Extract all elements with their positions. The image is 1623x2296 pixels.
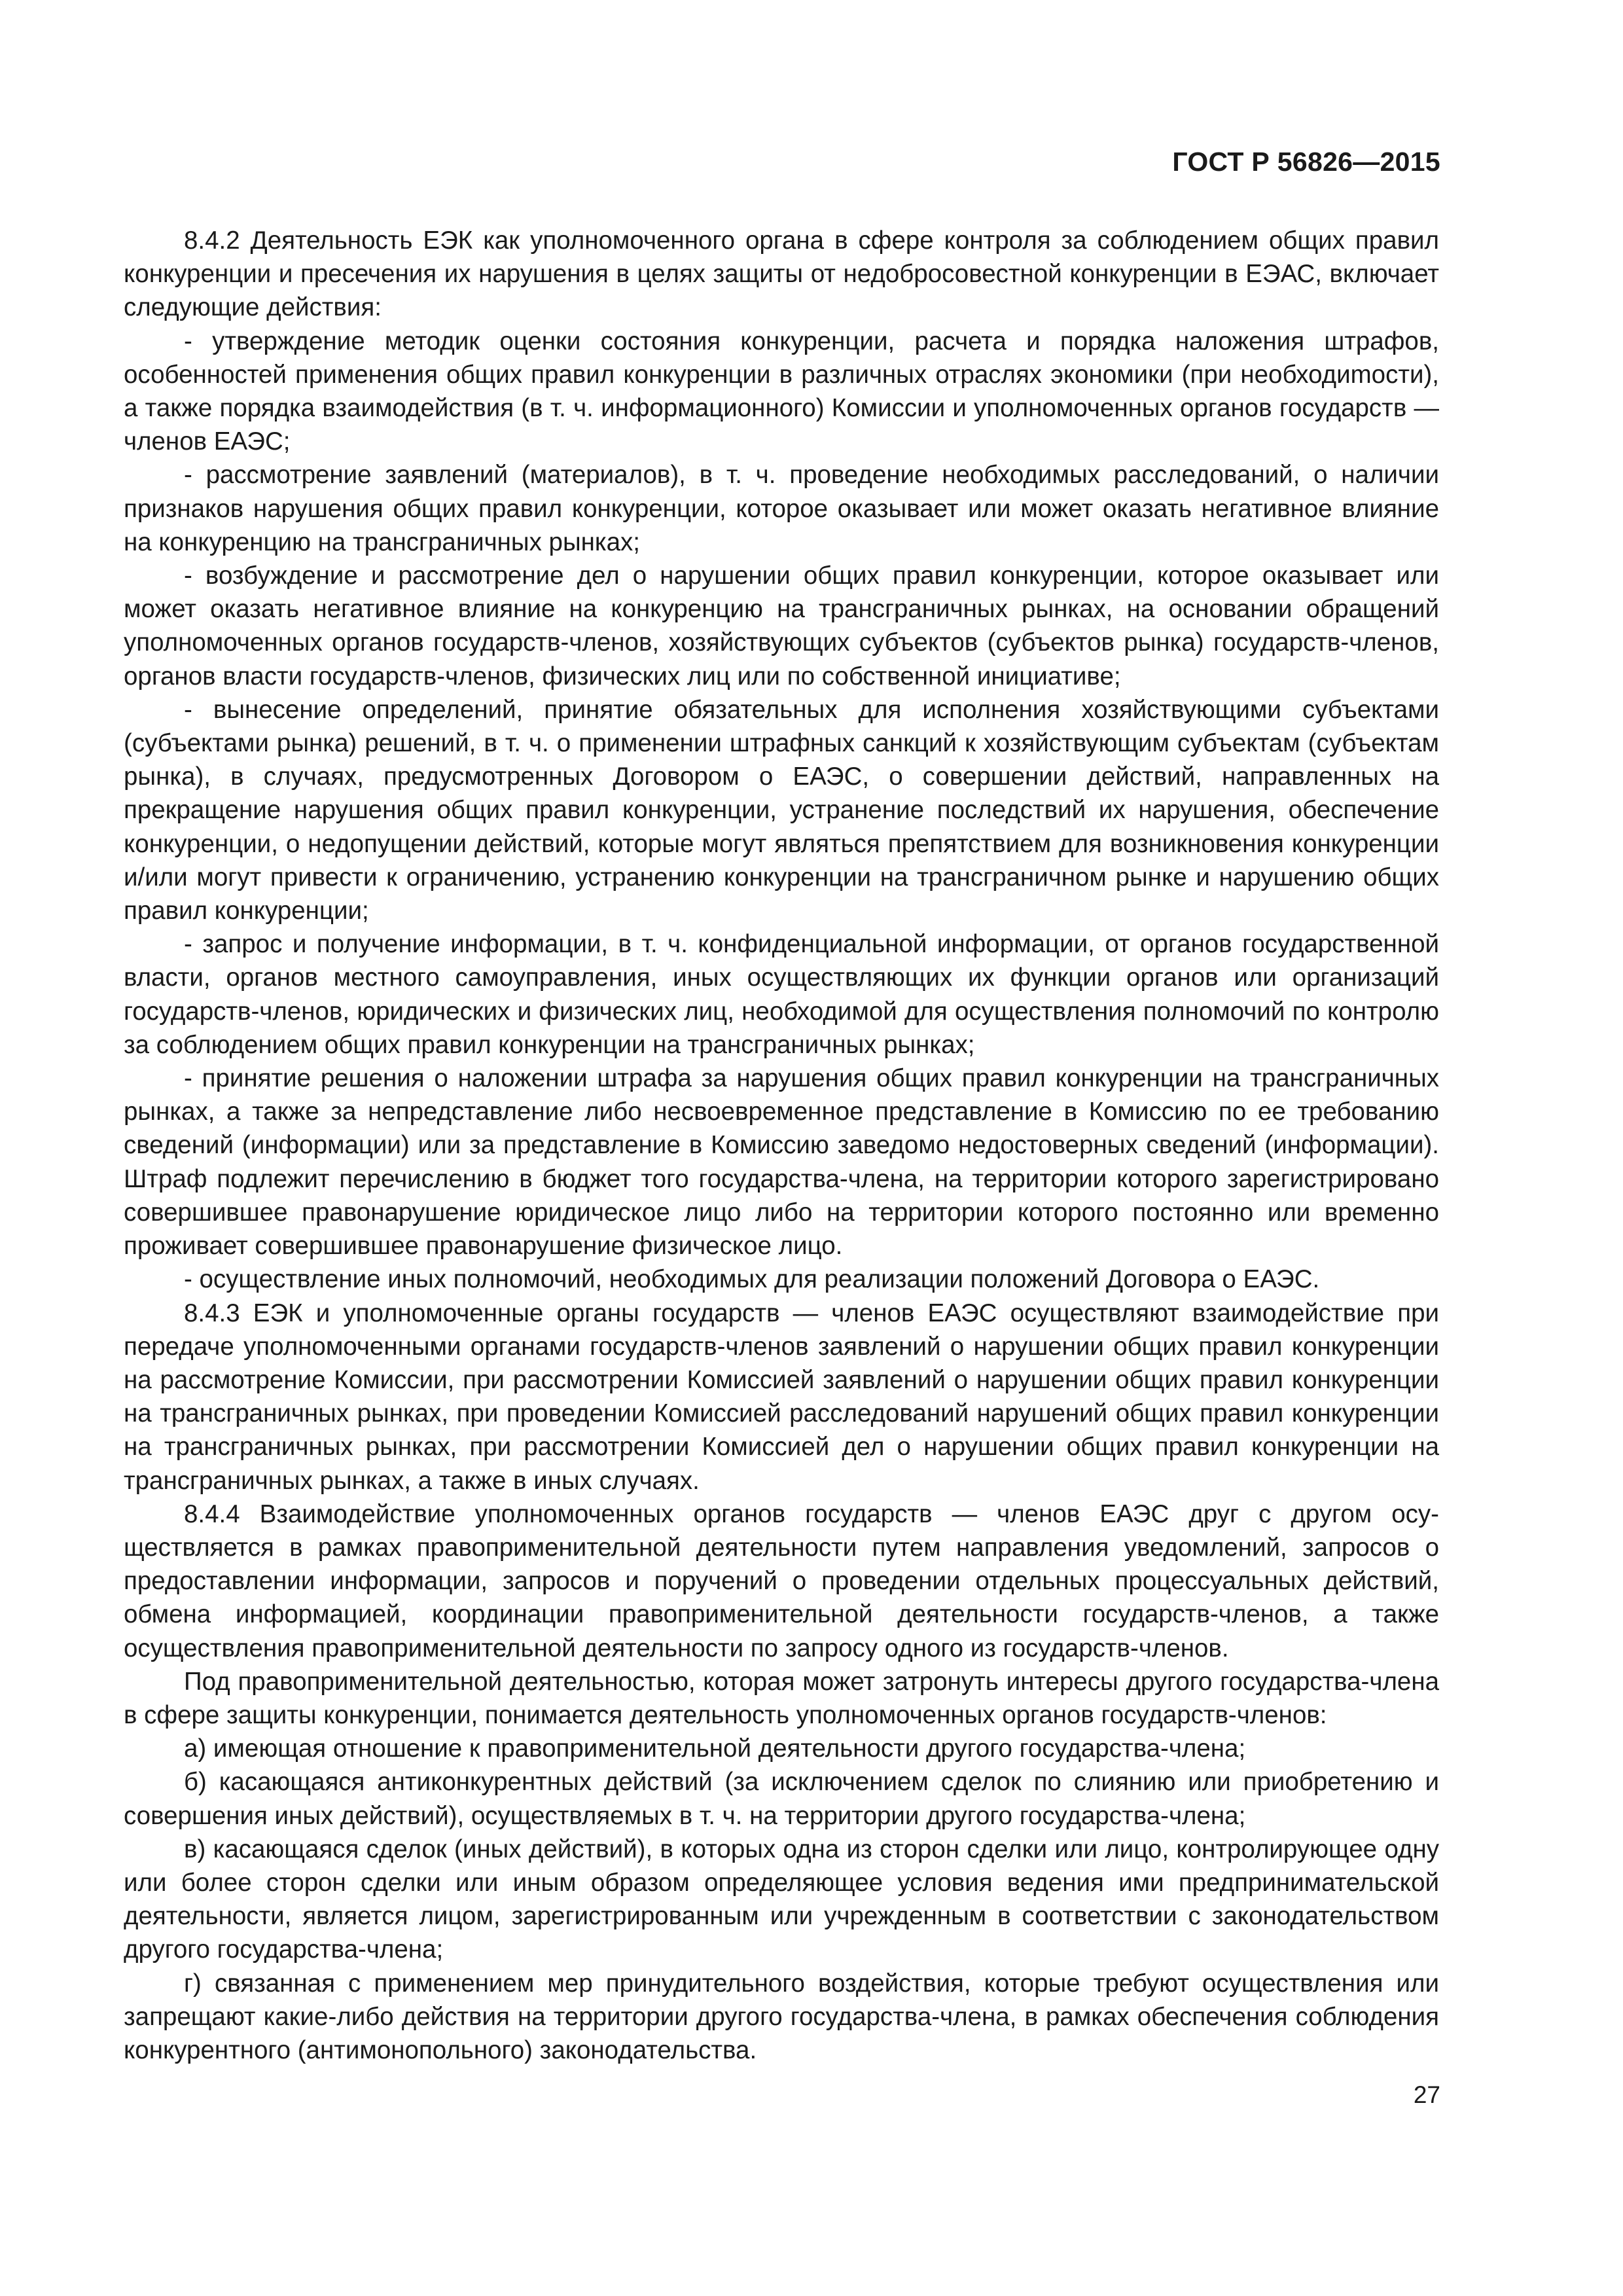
list-item-a: а) имеющая отношение к правоприменительной деятельности другого государства-члена; bbox=[184, 1734, 1246, 1763]
paragraph-definition: Под правоприменительной деятельностью, которая может затронуть интересы другого государства-члена в сфере защиты конкуренции, понимается деятельность уполномоченных органов государств-членов: bbox=[124, 1667, 1439, 1729]
paragraph-8-4-3: 8.4.3 ЕЭК и уполномоченные органы государств — членов ЕАЭС осуществляют взаимодействие при передаче уполномоченными органами государств-членов заявлений о нарушении общих правил конкуренции на рассмотрение Комиссии, при рассмотрении Комиссией заявлений о нарушении общих правил конкуренции на трансграничных рынках, при проведении Комиссией расследований нарушений общих правил конкуренции на трансграничных рынках, при рассмотрении Комиссией дел о нарушении общих правил конкуренции на трансграничных рынках, а также в иных случаях. bbox=[124, 1299, 1439, 1495]
list-item-d: г) связанная с применением мер принудительного воздействия, которые требуют осуществления или запрещают какие-либо действия на территории другого государства-члена, в рамках обеспечения соблюдения конкурентного (антимонопольного) законодательства. bbox=[124, 1969, 1439, 2064]
list-item-case-initiation: - возбуждение и рассмотрение дел о нарушении общих правил конкуренции, которое оказывает или может оказать негативное влияние на конкуренцию на трансграничных рынках, на основании обращений уполномоченных органов государств-членов, хозяйствующих субъектов (субъектов рынка) государств-членов, органов власти государств-членов, физических лиц или по собственной инициативе; bbox=[124, 562, 1439, 691]
list-item-information-request: - запрос и получение информации, в т. ч. конфиденциальной информации, от органов государственной власти, органов местного самоуправления, иных осуществляющих их функции органов или организаций государств-членов, юридических и физических лиц, необходимой для осуществления полномочий по контролю за соблюдением общих правил конкуренции на трансграничных рынках; bbox=[124, 930, 1439, 1059]
document-body bbox=[124, 224, 1439, 2067]
list-item-methodologies: - утверждение методик оценки состояния конкуренции, расчета и порядка наложения штрафов, особенностей применения общих правил конкуренции в различных отраслях экономики (при необходиmости), а также порядка взаимодействия (в т. ч. информационного) Комиссии и уполномоченных органов государств — членов ЕАЭС; bbox=[124, 327, 1439, 456]
paragraph-8-4-2: 8.4.2 Деятельность ЕЭК как уполномоченного органа в сфере контроля за соблюдением общих правил конкуренции и пресечения их нарушения в целях защиты от недобросовестной конкуренции в ЕЭАС, включает следующие действия: bbox=[124, 226, 1439, 322]
list-item-b: б) касающаяся антиконкурентных действий (за исключением сделок по слиянию или приобретению и совершения иных действий), осуществляемых в т. ч. на территории другого государства-члена; bbox=[124, 1768, 1439, 1830]
paragraph-8-4-4: 8.4.4 Взаимодействие уполномоченных органов государств — членов ЕАЭС друг с другом осуществляется в рамках правоприменительной деятельности путем направления уведомлений, запросов о предоставлении информации, запросов и поручений о проведении отдельных процессуальных действий, обмена информацией, координации правоприменительной деятельности государств-членов, а также осуществления правоприменительной деятельности по запросу одного из государств-членов. bbox=[124, 1499, 1439, 1662]
list-item-fines: - принятие решения о наложении штрафа за нарушения общих правил конкуренции на трансграничных рынках, а также за непредставление либо несвоевременное представление в Комиссию по ее требованию сведений (информации) или за представление в Комиссию заведомо недостоверных сведений (информации). Штраф подлежит перечислению в бюджет того государства-члена, на территории которого зарегистрировано совершившее правонарушение юридическое лицо либо на территории которого постоянно или временно проживает совершившее правонарушение физическое лицо. bbox=[124, 1064, 1439, 1261]
document-header-standard-id: ГОСТ Р 56826—2015 bbox=[1172, 147, 1440, 177]
page-number: 27 bbox=[1413, 2081, 1440, 2108]
list-item-c: в) касающаяся сделок (иных действий), в которых одна из сторон сделки или лицо, контролирующее одну или более сторон сделки или иным образом определяющее условия ведения ими предпринимательской деятельности, является лицом, зарегистрированным или учрежденным в соответствии с законодательством другого государства-члена; bbox=[124, 1835, 1439, 1964]
list-item-other-powers: - осуществление иных полномочий, необходимых для реализации положений Договора о ЕАЭС. bbox=[184, 1265, 1320, 1294]
list-item-applications-review: - рассмотрение заявлений (материалов), в т. ч. проведение необходимых расследований, о наличии признаков нарушения общих правил конкуренции, которое оказывает или может оказать негативное влияние на конкуренцию на трансграничных рынках; bbox=[124, 461, 1439, 556]
list-item-rulings: - вынесение определений, принятие обязательных для исполнения хозяйствующими субъектами (субъектами рынка) решений, в т. ч. о применении штрафных санкций к хозяйствующим субъектам (субъектам рынка), в случаях, предусмотренных Договором о ЕАЭС, о совершении действий, направленных на прекращение нарушения общих правил конкуренции, устранение последствий их нарушения, обеспечение конкуренции, о недопущении действий, которые могут являться препятствием для возникновения конкуренции и/или могут привести к ограничению, устранению конкуренции на трансграничном рынке и нарушению общих правил конкуренции; bbox=[124, 695, 1439, 925]
